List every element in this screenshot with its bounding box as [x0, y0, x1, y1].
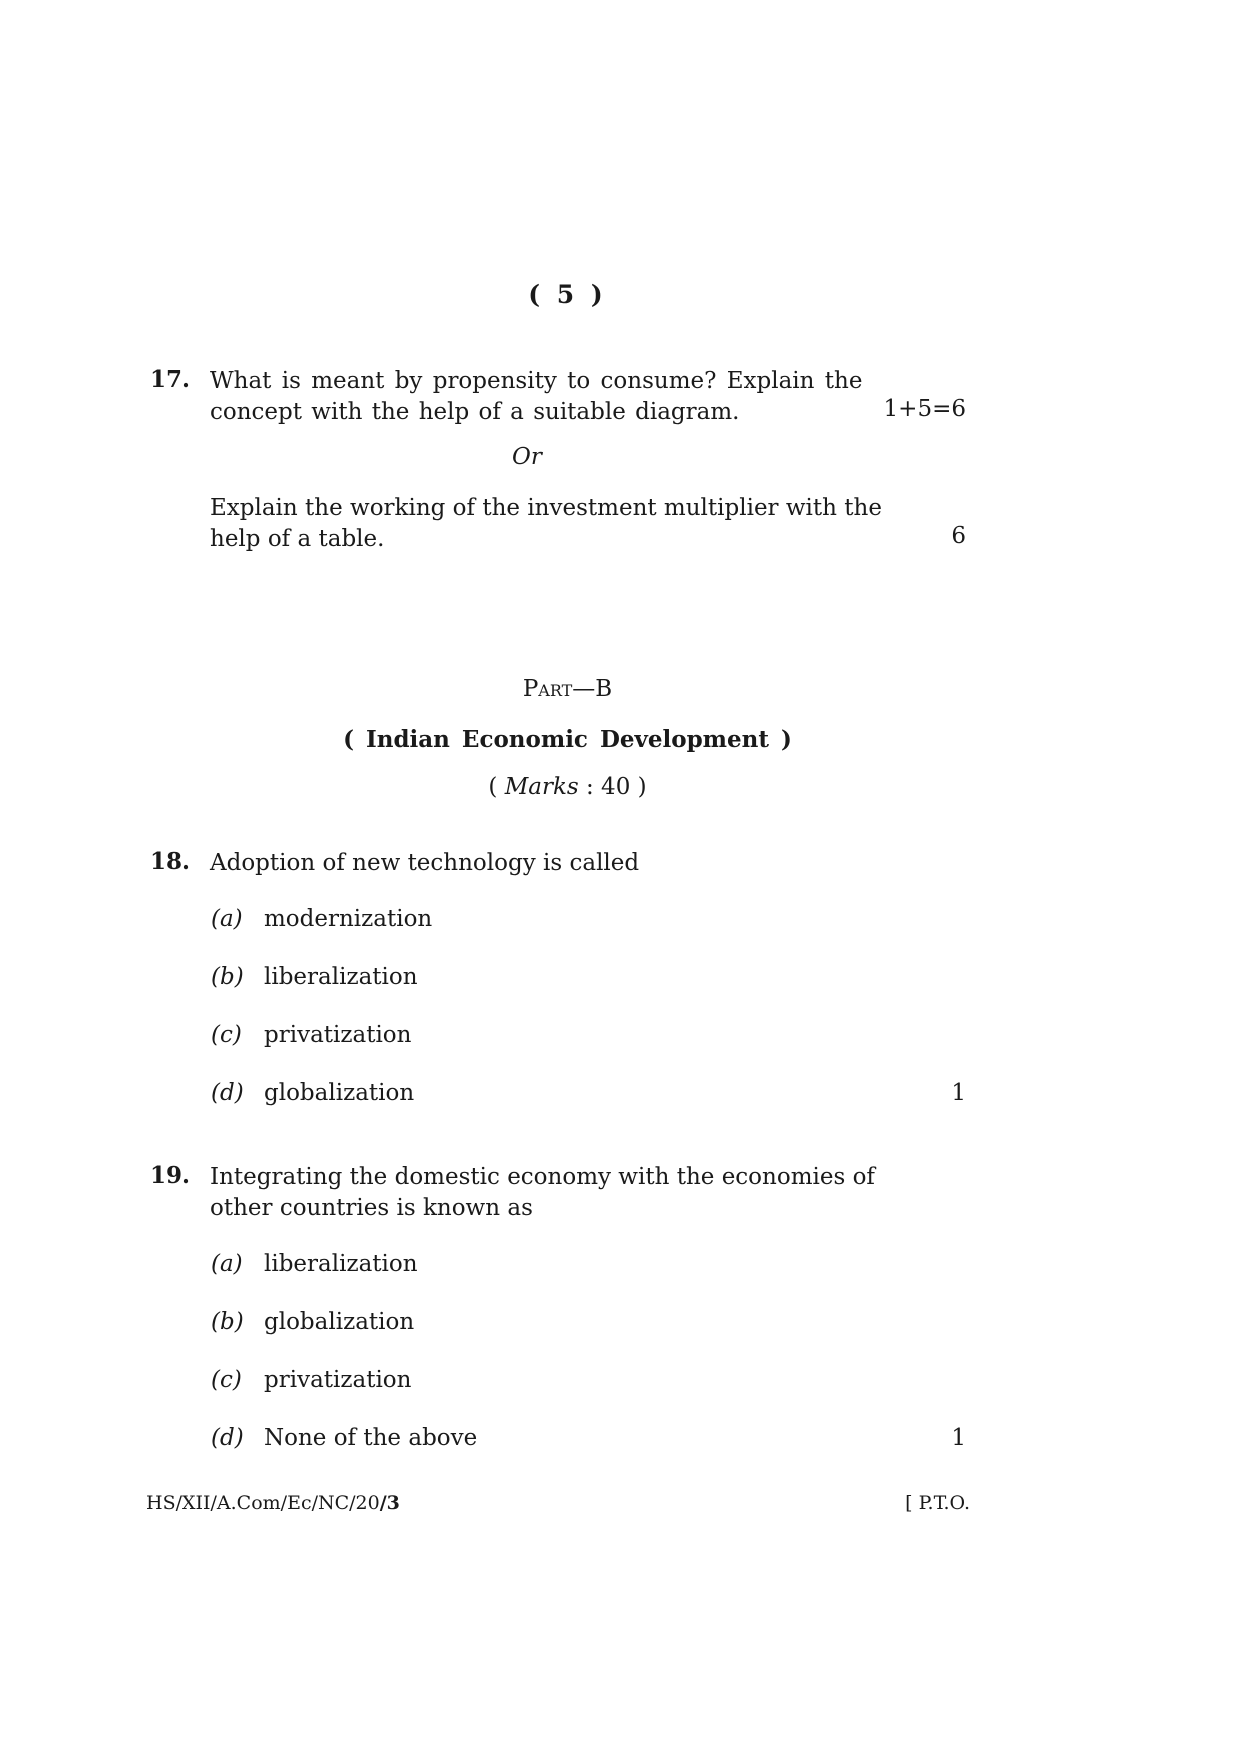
- footer-pto: [ P.T.O.: [905, 1492, 970, 1514]
- q19-text-line-1: Integrating the domestic economy with the economies of: [210, 1164, 875, 1190]
- q18-option-a-label: (a): [211, 906, 243, 932]
- q18-marks: 1: [951, 1080, 966, 1106]
- q17-alt-text-line-1: Explain the working of the investment multiplier with the: [210, 495, 882, 521]
- q18-option-d-text: globalization: [264, 1080, 415, 1106]
- q17-text-line-1: What is meant by propensity to consume? Explain the: [210, 368, 863, 394]
- q19-option-c-text: privatization: [264, 1367, 412, 1393]
- q18-option-b-label: (b): [211, 964, 244, 990]
- q19-option-a-label: (a): [211, 1251, 243, 1277]
- q17-marks: 1+5=6: [883, 396, 966, 422]
- page-number: ( 5 ): [528, 280, 607, 309]
- q19-option-b-label: (b): [211, 1309, 244, 1335]
- question-number-19: 19.: [150, 1162, 191, 1189]
- q19-option-b-text: globalization: [264, 1309, 415, 1335]
- section-marks: [0, 774, 1135, 800]
- marks-word: Marks: [504, 774, 579, 800]
- q17-text-line-2: concept with the help of a suitable diagram.: [210, 399, 740, 425]
- q19-option-a-text: liberalization: [264, 1251, 418, 1277]
- part-letter: —B: [572, 676, 613, 702]
- footer-code: [146, 1492, 400, 1514]
- or-separator: Or: [512, 444, 542, 470]
- marks-open: (: [488, 774, 505, 800]
- q19-option-d-text: None of the above: [264, 1425, 478, 1451]
- part-label: Part: [522, 676, 573, 702]
- q17-alt-text-line-2: help of a table.: [210, 526, 385, 552]
- q19-option-c-label: (c): [211, 1367, 242, 1393]
- footer-code-text: HS/XII/A.Com/Ec/NC/20: [146, 1492, 380, 1514]
- q18-option-c-label: (c): [211, 1022, 242, 1048]
- q19-marks: 1: [951, 1425, 966, 1451]
- q19-option-d-label: (d): [211, 1425, 244, 1451]
- q18-text: Adoption of new technology is called: [210, 850, 640, 876]
- q17-alt-marks: 6: [951, 523, 966, 549]
- footer-code-sheet: /3: [379, 1492, 400, 1514]
- part-heading: [0, 676, 1135, 702]
- section-title: ( Indian Economic Development ): [343, 726, 792, 753]
- marks-value: : 40 ): [578, 774, 647, 800]
- question-number-17: 17.: [150, 366, 191, 393]
- q18-option-c-text: privatization: [264, 1022, 412, 1048]
- q18-option-a-text: modernization: [264, 906, 433, 932]
- q18-option-d-label: (d): [211, 1080, 244, 1106]
- q18-option-b-text: liberalization: [264, 964, 418, 990]
- question-number-18: 18.: [150, 848, 191, 875]
- q19-text-line-2: other countries is known as: [210, 1195, 533, 1221]
